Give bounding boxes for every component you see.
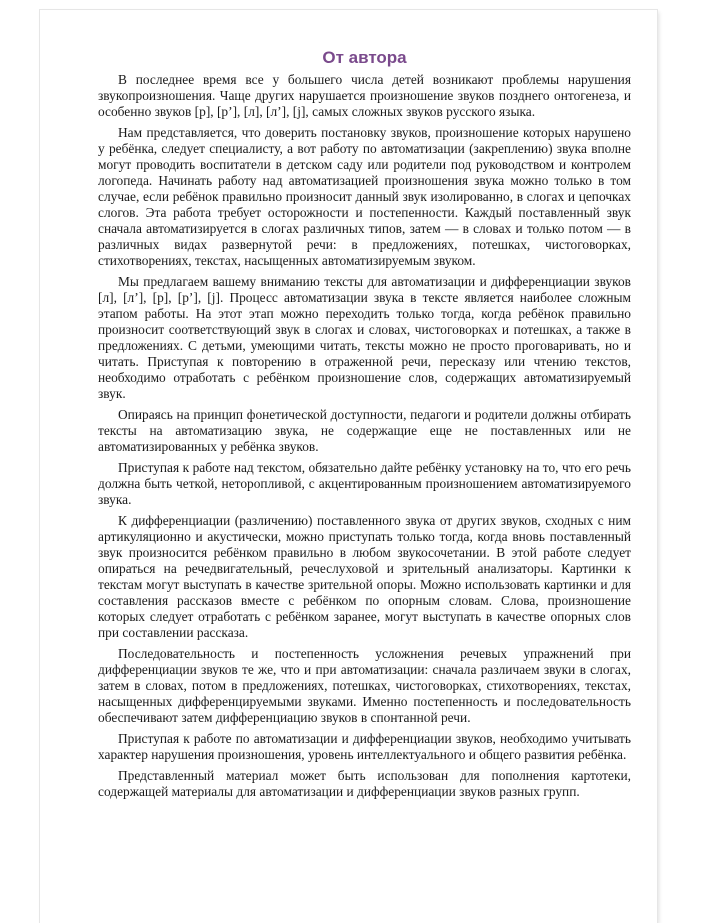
paragraph-4: Опираясь на принцип фонетической доступности, педагоги и родители должны отбирать тексты на автоматизацию звука, не содержащие еще не поставленных или не автоматизированных у ребёнка звуков.	[98, 407, 631, 454]
document-page	[40, 10, 657, 923]
paragraph-5: Приступая к работе над текстом, обязательно дайте ребёнку установку на то, что его речь должна быть четкой, неторопливой, с акцентированным произношением автоматизируемого звука.	[98, 460, 631, 507]
paragraph-2: Нам представляется, что доверить постановку звуков, произношение которых нарушено у ребёнка, следует специалисту, а вот работу по автоматизации (закреплению) звука вполне могут проводить воспитатели в детском саду или родители под руководством и контролем логопеда. Начинать работу над автоматизацией произношения звука можно только в том случае, если ребёнок правильно произносит данный звук изолированно, в слогах и цепочках слогов. Эта работа требует осторожности и постепенности. Каждый поставленный звук сначала автоматизируется в слогах различных типов, затем — в словах и только потом — в различных видах развернутой речи: в предложениях, потешках, чистоговорках, стихотворениях, текстах, насыщенных автоматизируемым звуком.	[98, 125, 631, 268]
paragraph-6: К дифференциации (различению) поставленного звука от других звуков, сходных с ним артикуляционно и акустически, можно приступать только тогда, когда вновь поставленный звук произносится ребёнком правильно в любом звукосочетании. В этой работе следует опираться на речедвигательный, речеслуховой и зрительный анализаторы. Картинки к текстам могут выступать в качестве зрительной опоры. Можно использовать картинки и для составления рассказов вместе с ребёнком по опорным словам. Слова, произношение которых следует отработать с ребёнком заранее, могут выступать в качестве опорных слов при составлении рассказа.	[98, 513, 631, 640]
paragraph-9: Представленный материал может быть использован для пополнения картотеки, содержащей материалы для автоматизации и дифференциации звуков разных групп.	[98, 768, 631, 799]
paragraph-1: В последнее время все у большего числа детей возникают проблемы нарушения звукопроизношения. Чаще других нарушается произношение звуков позднего онтогенеза, и особенно звуков [р], [р’], [л], [л’], [j], самых сложных звуков русского языка.	[98, 72, 631, 119]
page-title: От автора	[322, 48, 407, 67]
paragraph-8: Приступая к работе по автоматизации и дифференциации звуков, необходимо учитывать характер нарушения произношения, уровень интеллектуального и общего развития ребёнка.	[98, 731, 631, 762]
document-body	[98, 72, 631, 800]
paragraph-3: Мы предлагаем вашему вниманию тексты для автоматизации и дифференциации звуков [л], [л’], [р], [р’], [j]. Процесс автоматизации звука в тексте является наиболее сложным этапом работы. На этот этап можно переходить только тогда, когда ребёнок правильно произносит соответствующий звук в слогах и словах, чистоговорках и потешках, а также в предложениях. С детьми, умеющими читать, тексты можно не просто проговаривать, но и читать. Приступая к повторению в отраженной речи, пересказу или чтению текстов, необходимо отработать с ребёнком произношение слов, содержащих автоматизируемый звук.	[98, 274, 631, 401]
paragraph-7: Последовательность и постепенность усложнения речевых упражнений при дифференциации звуков те же, что и при автоматизации: сначала различаем звуки в слогах, затем в словах, потом в предложениях, потешках, чистоговорках, стихотворениях, текстах, насыщенных дифференцируемыми звуками. Именно постепенность и последовательность обеспечивают затем дифференциацию звуков в спонтанной речи.	[98, 646, 631, 725]
